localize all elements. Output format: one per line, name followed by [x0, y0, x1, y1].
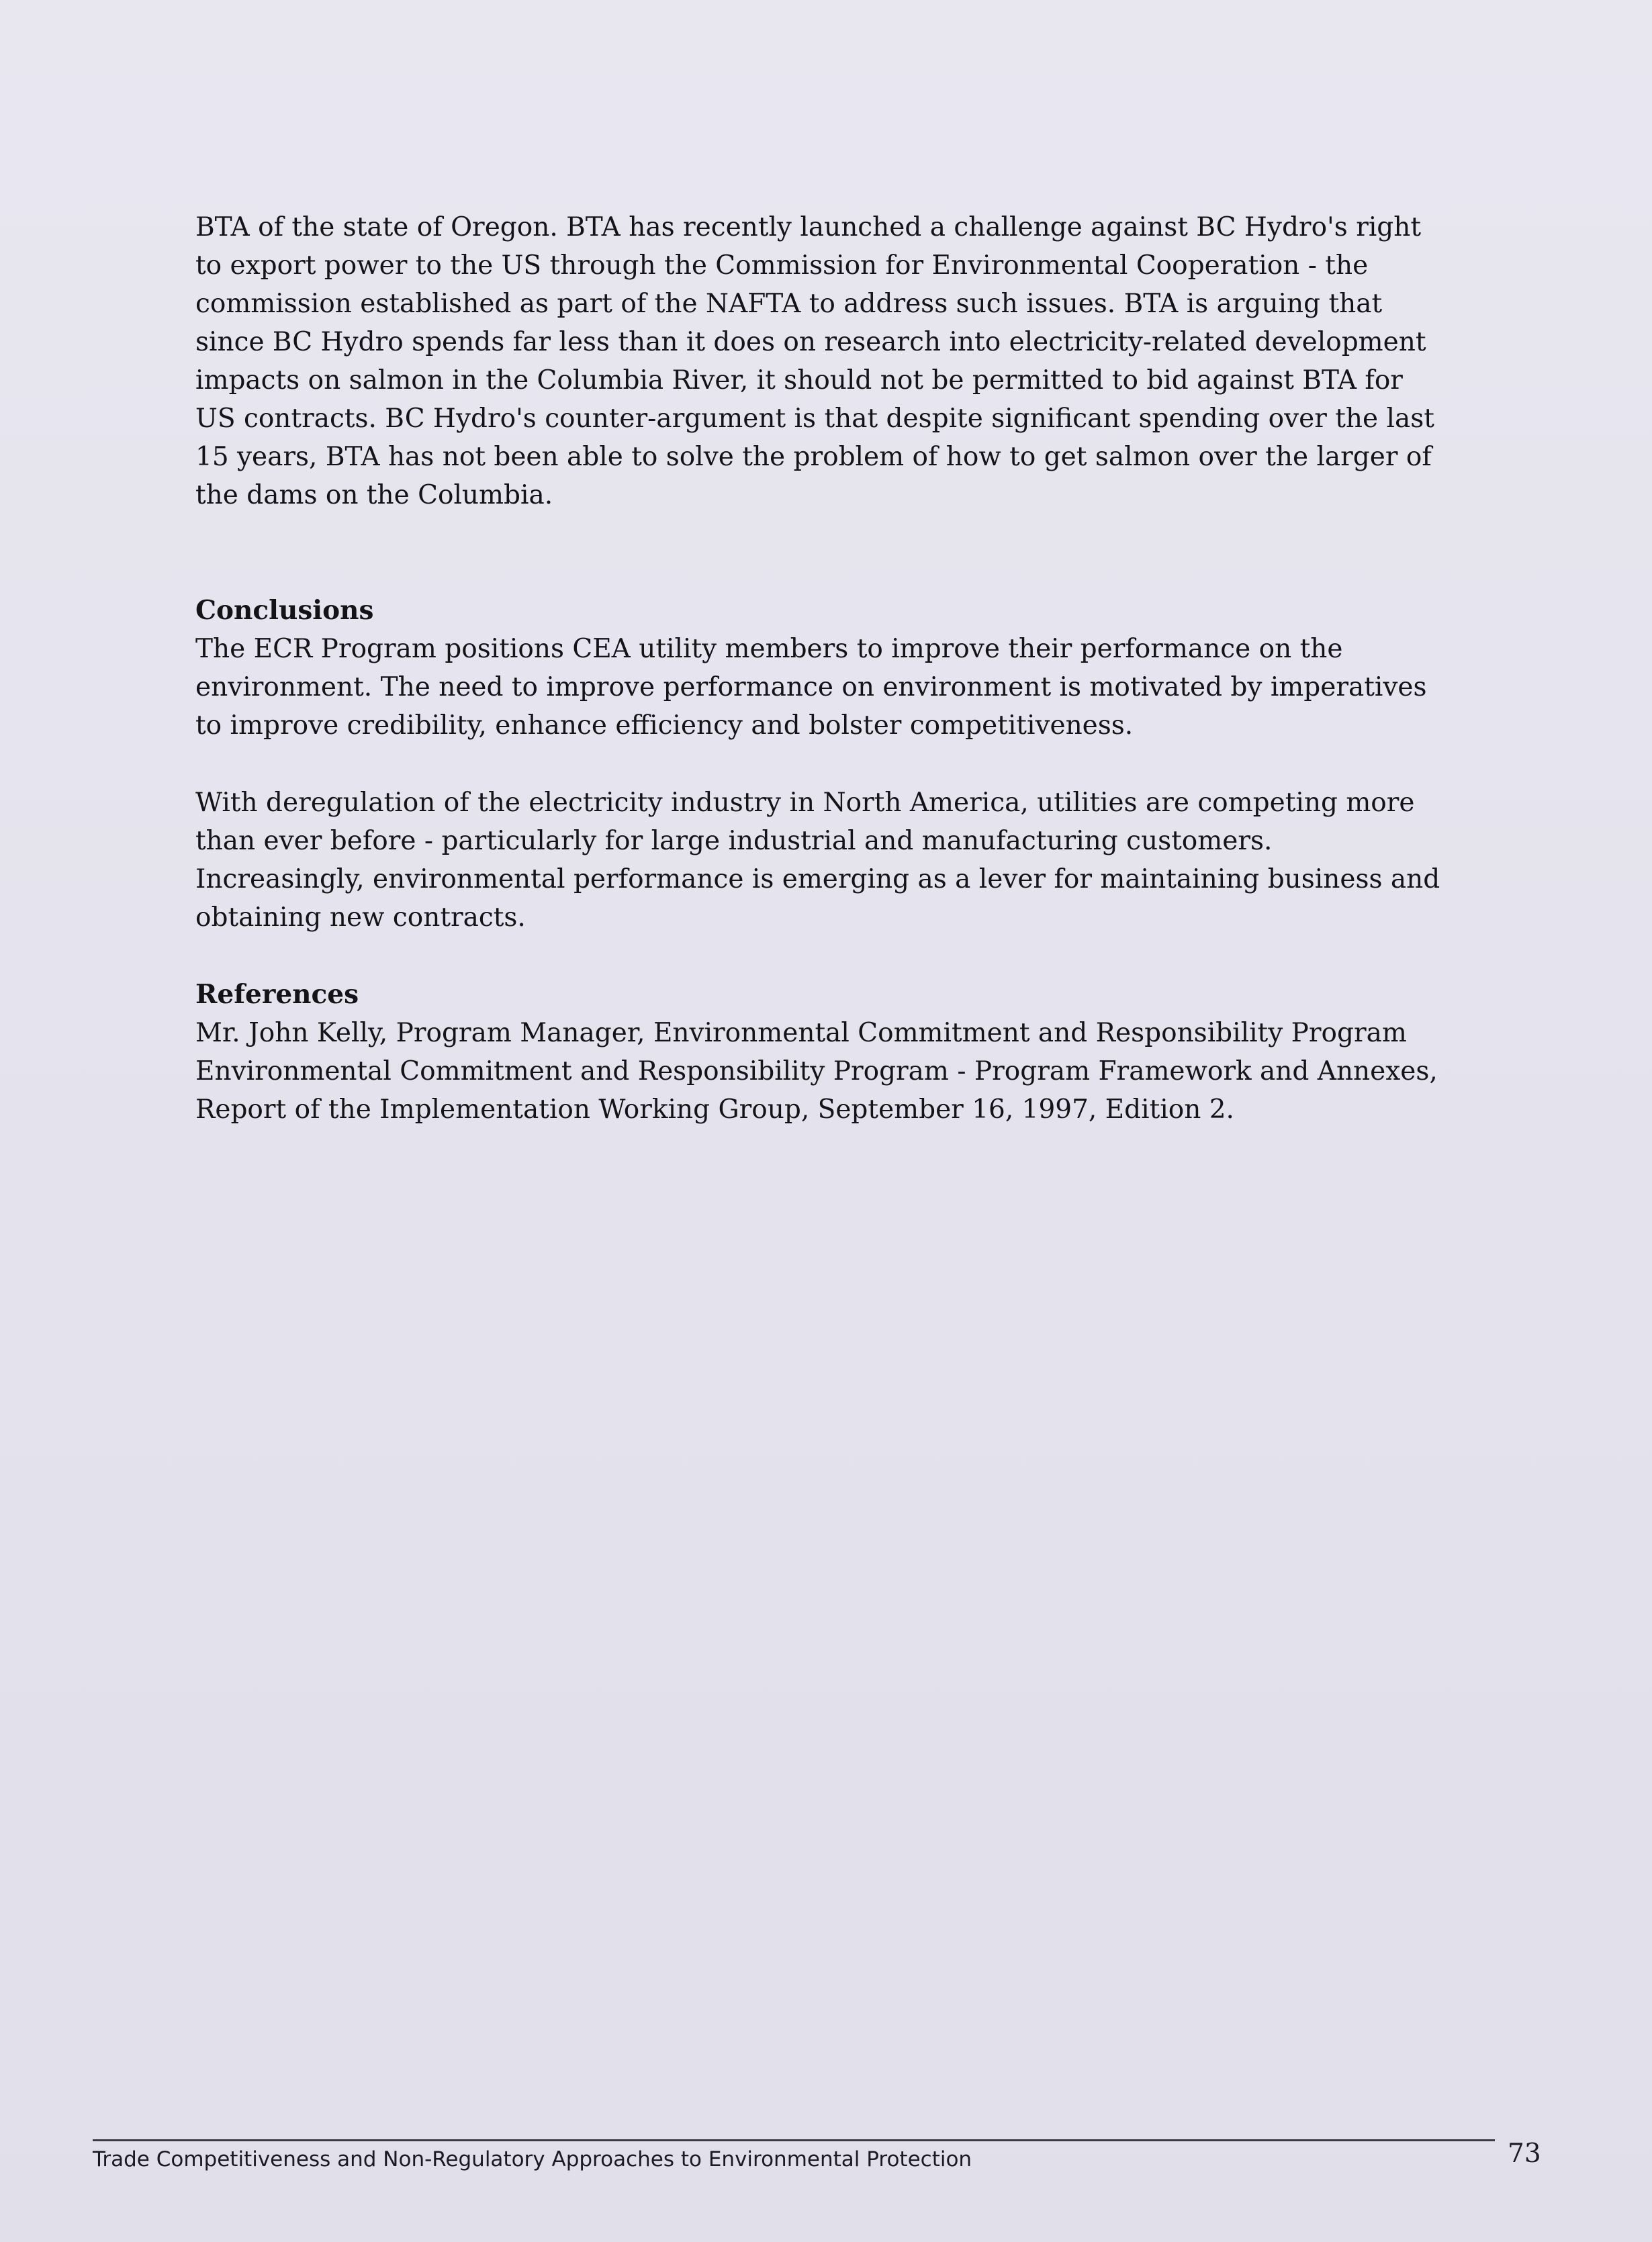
references-heading: References	[195, 979, 359, 1010]
conclusions-heading: Conclusions	[195, 595, 374, 626]
reference-item: Mr. John Kelly, Program Manager, Environmental Commitment and Responsibility Program	[195, 1018, 1407, 1048]
footer-title: Trade Competitiveness and Non-Regulatory Approaches to Environmental Protection	[93, 2147, 972, 2171]
footer-rule	[93, 2139, 1495, 2141]
conclusions-paragraph: With deregulation of the electricity industry in North America, utilities are competing more than ever before - particularly for large industrial and manufacturing customers. Increasingly, environmental performance is emerging as a lever for maintaining business and obtaining new contracts.	[195, 788, 1440, 933]
reference-item: Environmental Commitment and Responsibility Program - Program Framework and Annexes, Report of the Implementation Working Group, September 16, 1997, Edition 2.	[195, 1056, 1438, 1125]
page-number: 73	[1508, 2139, 1541, 2169]
conclusions-paragraph: The ECR Program positions CEA utility members to improve their performance on the environment. The need to improve performance on environment is motivated by imperatives to improve credibility, enhance efficiency and bolster competitiveness.	[195, 634, 1427, 741]
body-paragraph: BTA of the state of Oregon. BTA has recently launched a challenge against BC Hydro's right to export power to the US through the Commission for Environmental Cooperation - the commission established as part of the NAFTA to address such issues. BTA is arguing that since BC Hydro spends far less than it does on research into electricity-related development impacts on salmon in the Columbia River, it should not be permitted to bid against BTA for US contracts. BC Hydro's counter-argument is that despite significant spending over the last 15 years, BTA has not been able to solve the problem of how to get salmon over the larger of the dams on the Columbia.	[195, 212, 1434, 510]
page-body	[195, 208, 1444, 1129]
